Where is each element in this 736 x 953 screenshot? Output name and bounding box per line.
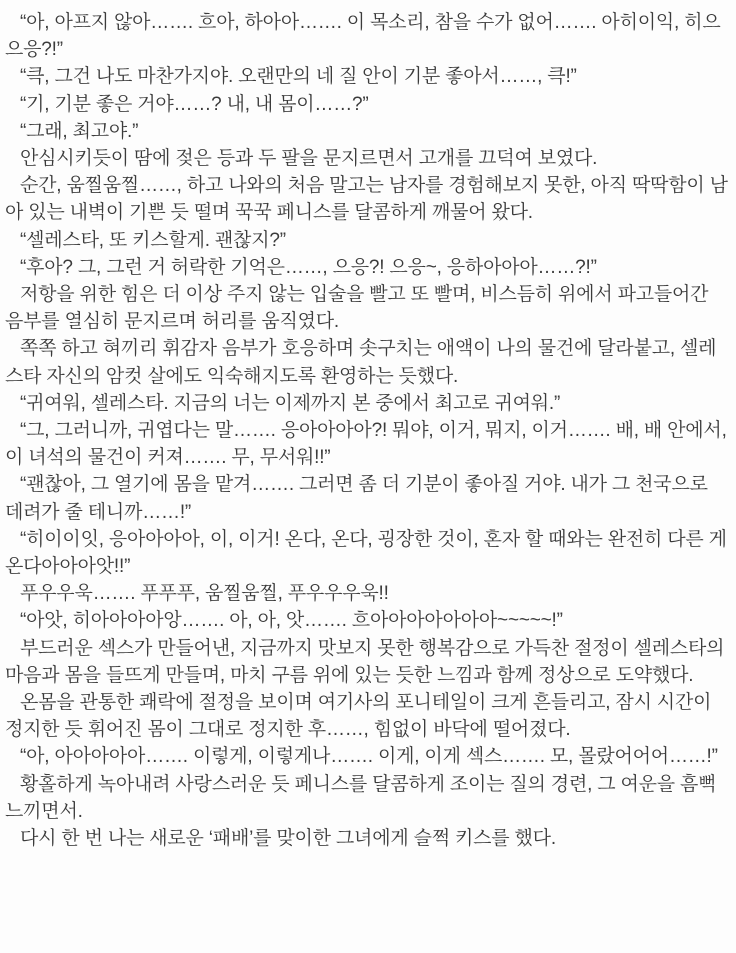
paragraph: 황홀하게 녹아내려 사랑스러운 듯 페니스를 달콤하게 조이는 질의 경련, 그 여운을 흠뻑 느끼면서. [5,773,717,822]
paragraph: “큭, 그건 나도 마찬가지야. 오랜만의 네 질 안이 기분 좋아서……, 큭!” [20,66,577,88]
paragraph: 푸우우욱……. 푸푸푸, 움찔움찔, 푸우우우욱!! [20,583,389,605]
paragraph: “괜찮아, 그 열기에 몸을 맡겨……. 그러면 좀 더 기분이 좋아질 거야. 내가 그 천국으로 데려가 줄 테니까……!” [5,474,708,523]
paragraph: “아, 아프지 않아……. 흐아, 하아아……. 이 목소리, 참을 수가 없어……. 아히이익, 히으으응?!” [5,12,721,61]
paragraph: 안심시키듯이 땀에 젖은 등과 두 팔을 문지르면서 고개를 끄덕여 보였다. [20,148,598,170]
paragraph: “셀레스타, 또 키스할게. 괜찮지?” [20,229,286,251]
paragraph: “그래, 최고야.” [20,120,139,142]
paragraph: 저항을 위한 힘은 더 이상 주지 않는 입술을 빨고 또 빨며, 비스듬히 위에서 파고들어간 음부를 열심히 문지르며 허리를 움직였다. [5,284,709,333]
paragraph: “후아? 그, 그런 거 허락한 기억은……, 으응?! 으응~, 응하아아아……?!” [20,256,597,278]
paragraph: “귀여워, 셀레스타. 지금의 너는 이제까지 본 중에서 최고로 귀여워.” [20,392,561,414]
paragraph: “히이이잇, 응아아아아, 이, 이거! 온다, 온다, 굉장한 것이, 혼자 할 때와는 완전히 다른 게 온다아아아앗!!” [5,528,727,578]
paragraph: 온몸을 관통한 쾌락에 절정을 보이며 여기사의 포니테일이 크게 흔들리고, 잠시 시간이 정지한 듯 휘어진 몸이 그대로 정지한 후……, 힘없이 바닥에 떨어졌다. [5,692,712,741]
paragraph: “아, 아아아아아……. 이렇게, 이렇게나……. 이게, 이게 섹스……. 모, 몰랐어어어……!” [20,746,718,768]
paragraph: 쪽쪽 하고 혀끼리 휘감자 음부가 호응하며 솟구치는 애액이 나의 물건에 달라붙고, 셀레스타 자신의 암컷 살에도 익숙해지도록 환영하는 듯했다. [5,338,717,387]
paragraph: 순간, 움찔움찔……, 하고 나와의 처음 말고는 남자를 경험해보지 못한, 아직 딱딱함이 남아 있는 내벽이 기쁜 듯 떨며 꾹꾹 페니스를 달콤하게 깨물어 왔다. [5,175,728,224]
paragraph: 부드러운 섹스가 만들어낸, 지금까지 맛보지 못한 행복감으로 가득찬 절정이 셀레스타의 마음과 몸을 들뜨게 만들며, 마치 구름 위에 있는 듯한 느낌과 함께 정상으로 도약했다. [5,637,725,686]
paragraph: 다시 한 번 나는 새로운 ‘패배’를 맞이한 그녀에게 슬쩍 키스를 했다. [20,828,556,850]
paragraph: “아앗, 히아아아아앙……. 아, 아, 앗……. 흐아아아아아아아~~~~~!” [20,610,563,632]
paragraph: “그, 그러니까, 귀엽다는 말……. 응아아아아?! 뭐야, 이거, 뭐지, 이거……. 배, 배 안에서, 이 녀석의 물건이 커져……. 무, 무서워!!” [5,420,727,469]
paragraph: “기, 기분 좋은 거야……? 내, 내 몸이……?” [20,93,369,115]
